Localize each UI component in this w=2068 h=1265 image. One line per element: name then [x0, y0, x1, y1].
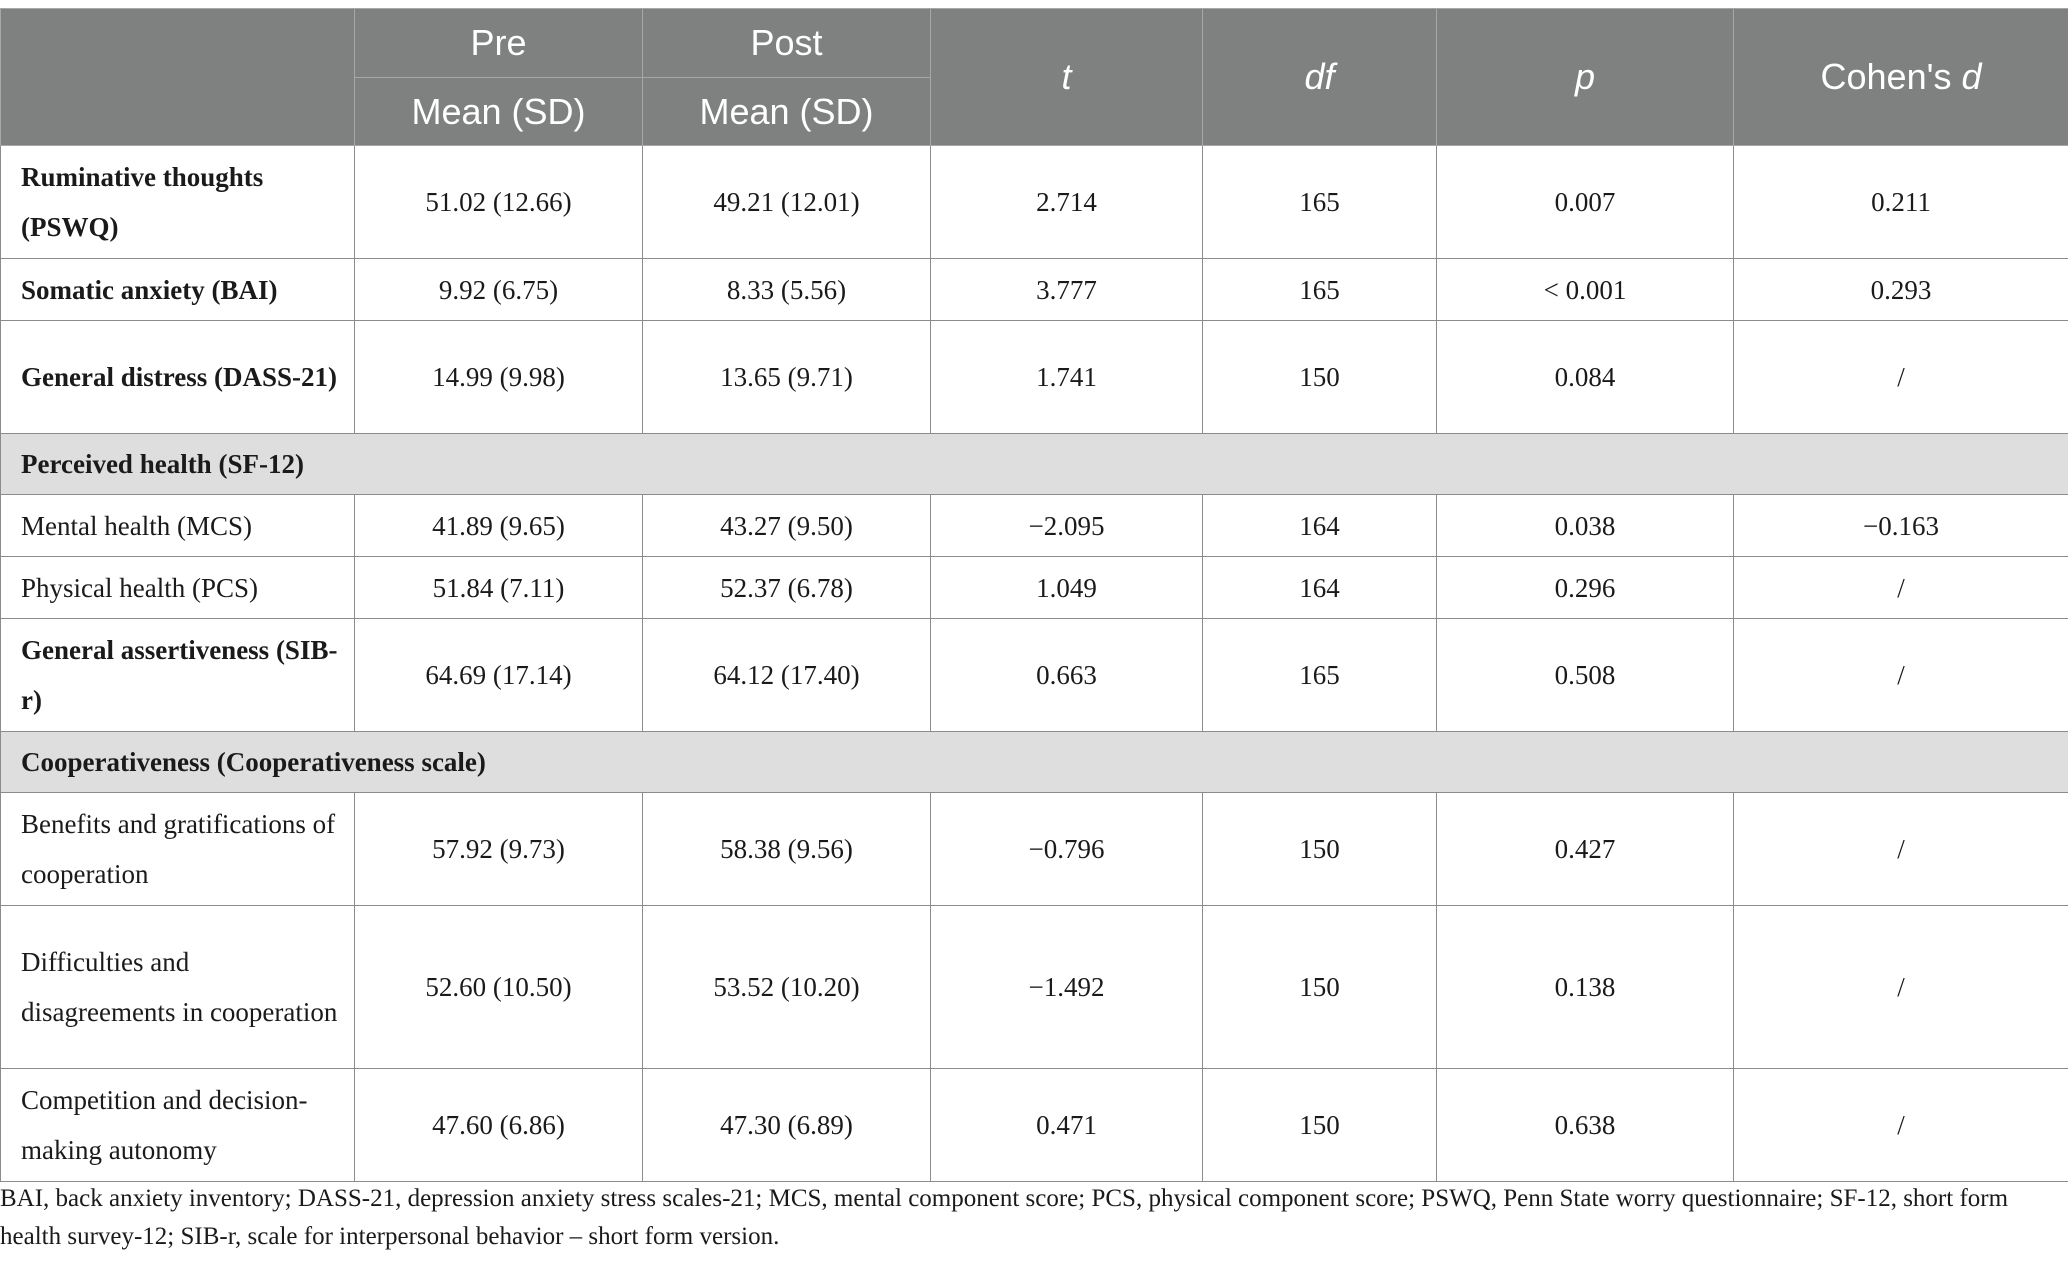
- df-value: 164: [1203, 557, 1437, 619]
- p-value: 0.638: [1437, 1069, 1734, 1182]
- row-label: Competition and decision-making autonomy: [1, 1069, 355, 1182]
- header-t: t: [931, 9, 1203, 146]
- row-label: General assertiveness (SIB-r): [1, 619, 355, 732]
- df-value: 165: [1203, 619, 1437, 732]
- cohens-d-value: /: [1734, 321, 2068, 434]
- row-label: Mental health (MCS): [1, 495, 355, 557]
- header-post: Post: [643, 9, 931, 78]
- p-value: 0.296: [1437, 557, 1734, 619]
- post-mean-sd: 53.52 (10.20): [643, 906, 931, 1069]
- pre-mean-sd: 52.60 (10.50): [355, 906, 643, 1069]
- cohens-d-value: −0.163: [1734, 495, 2068, 557]
- pre-mean-sd: 47.60 (6.86): [355, 1069, 643, 1182]
- cohens-d-value: /: [1734, 906, 2068, 1069]
- table-row: [1, 259, 2068, 321]
- header-df: df: [1203, 9, 1437, 146]
- post-mean-sd: 47.30 (6.89): [643, 1069, 931, 1182]
- p-value: 0.508: [1437, 619, 1734, 732]
- table-row: [1, 495, 2068, 557]
- df-value: 150: [1203, 906, 1437, 1069]
- section-row: [1, 434, 2068, 495]
- row-label: General distress (DASS-21): [1, 321, 355, 434]
- post-mean-sd: 52.37 (6.78): [643, 557, 931, 619]
- df-value: 150: [1203, 1069, 1437, 1182]
- t-value: 3.777: [931, 259, 1203, 321]
- section-row: [1, 732, 2068, 793]
- cohens-d-value: 0.211: [1734, 146, 2068, 259]
- table-footnote: BAI, back anxiety inventory; DASS-21, depression anxiety stress scales-21; MCS, mental component score; PCS, physical component score; PSWQ, Penn State worry questionnaire; SF-12, short form health survey-12; SIB-r, scale for interpersonal behavior – short form version.: [0, 1185, 2009, 1250]
- t-value: 1.049: [931, 557, 1203, 619]
- post-mean-sd: 58.38 (9.56): [643, 793, 931, 906]
- table-row: [1, 906, 2068, 1069]
- row-label: Difficulties and disagreements in cooperation: [1, 906, 355, 1069]
- post-mean-sd: 13.65 (9.71): [643, 321, 931, 434]
- pre-mean-sd: 14.99 (9.98): [355, 321, 643, 434]
- row-label: Physical health (PCS): [1, 557, 355, 619]
- table-header: [1, 9, 2068, 146]
- t-value: −1.492: [931, 906, 1203, 1069]
- row-label: Somatic anxiety (BAI): [1, 259, 355, 321]
- p-value: 0.038: [1437, 495, 1734, 557]
- header-cohens-prefix: Cohen's: [1820, 56, 1962, 97]
- post-mean-sd: 8.33 (5.56): [643, 259, 931, 321]
- post-mean-sd: 49.21 (12.01): [643, 146, 931, 259]
- table-row: [1, 557, 2068, 619]
- table-row: [1, 146, 2068, 259]
- pre-mean-sd: 57.92 (9.73): [355, 793, 643, 906]
- p-value: 0.427: [1437, 793, 1734, 906]
- post-mean-sd: 64.12 (17.40): [643, 619, 931, 732]
- pre-mean-sd: 51.02 (12.66): [355, 146, 643, 259]
- header-pre-sub: Mean (SD): [355, 78, 643, 146]
- header-cohens-d: [1734, 9, 2068, 146]
- table-row: [1, 619, 2068, 732]
- results-table: [0, 8, 2068, 1182]
- t-value: 2.714: [931, 146, 1203, 259]
- t-value: 1.741: [931, 321, 1203, 434]
- t-value: 0.471: [931, 1069, 1203, 1182]
- cohens-d-value: 0.293: [1734, 259, 2068, 321]
- cohens-d-value: /: [1734, 557, 2068, 619]
- table-row: [1, 1069, 2068, 1182]
- pre-mean-sd: 9.92 (6.75): [355, 259, 643, 321]
- row-label: Benefits and gratifications of cooperation: [1, 793, 355, 906]
- header-corner-cell: [1, 9, 355, 146]
- df-value: 165: [1203, 259, 1437, 321]
- p-value: < 0.001: [1437, 259, 1734, 321]
- section-label: Cooperativeness (Cooperativeness scale): [1, 732, 2068, 793]
- df-value: 150: [1203, 793, 1437, 906]
- p-value: 0.138: [1437, 906, 1734, 1069]
- header-cohens-d-letter: d: [1961, 56, 1982, 97]
- section-label: Perceived health (SF-12): [1, 434, 2068, 495]
- header-pre: Pre: [355, 9, 643, 78]
- table-row: [1, 793, 2068, 906]
- t-value: −2.095: [931, 495, 1203, 557]
- pre-mean-sd: 64.69 (17.14): [355, 619, 643, 732]
- df-value: 164: [1203, 495, 1437, 557]
- cohens-d-value: /: [1734, 793, 2068, 906]
- pre-mean-sd: 41.89 (9.65): [355, 495, 643, 557]
- post-mean-sd: 43.27 (9.50): [643, 495, 931, 557]
- df-value: 165: [1203, 146, 1437, 259]
- t-value: 0.663: [931, 619, 1203, 732]
- pre-mean-sd: 51.84 (7.11): [355, 557, 643, 619]
- cohens-d-value: /: [1734, 1069, 2068, 1182]
- t-value: −0.796: [931, 793, 1203, 906]
- results-table-container: [0, 8, 2068, 1182]
- header-post-sub: Mean (SD): [643, 78, 931, 146]
- df-value: 150: [1203, 321, 1437, 434]
- row-label: Ruminative thoughts (PSWQ): [1, 146, 355, 259]
- p-value: 0.084: [1437, 321, 1734, 434]
- p-value: 0.007: [1437, 146, 1734, 259]
- table-row: [1, 321, 2068, 434]
- table-body: [1, 146, 2068, 1182]
- cohens-d-value: /: [1734, 619, 2068, 732]
- header-p: p: [1437, 9, 1734, 146]
